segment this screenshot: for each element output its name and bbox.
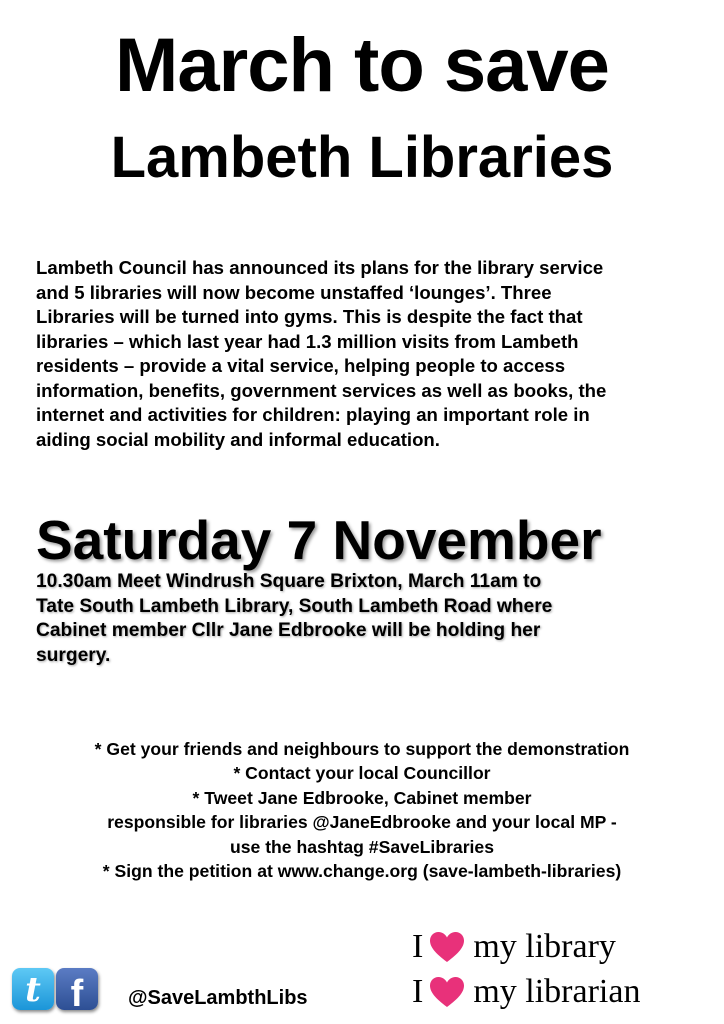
heart-icon [429,931,465,963]
action-item: * Tweet Jane Edbrooke, Cabinet member [192,787,532,808]
love-text: my library [473,928,616,965]
intro-line: Lambeth Council has announced its plans for the library service [36,257,604,278]
details-line: surgery. [36,644,111,666]
facebook-glyph: f [70,973,84,1010]
love-prefix: I [412,928,424,965]
details-line: Tate South Lambeth Library, South Lambeth Road where [36,595,553,617]
intro-paragraph [36,256,712,452]
details-line: Cabinet member Cllr Jane Edbrooke will be holding her [36,620,541,641]
event-date-heading: Saturday 7 November [36,509,602,571]
heart-icon [429,976,465,1008]
poster-title-line-2: Lambeth Libraries [110,125,614,190]
action-item: use the hashtag #SaveLibraries [229,836,495,857]
intro-line: Libraries will be turned into gyms. This is despite the fact that [36,306,583,327]
action-item: * Sign the petition at www.change.org (save-lambeth-libraries) [102,861,622,882]
social-icons [12,965,100,1013]
twitter-icon[interactable] [12,968,54,1010]
intro-line: residents – provide a vital service, helping people to access [36,355,566,376]
intro-line: information, benefits, government services as well as books, the [36,379,607,401]
twitter-handle[interactable]: @SaveLambthLibs [128,987,308,1009]
intro-line: internet and activities for children: playing an important role in [36,404,590,425]
intro-line: libraries – which last year had 1.3 million visits from Lambeth [36,330,579,352]
action-item: * Get your friends and neighbours to support the demonstration [94,739,630,759]
action-item: * Contact your local Councillor [233,763,491,784]
love-prefix: I [412,973,424,1010]
intro-line: aiding social mobility and informal education. [36,428,440,450]
poster-title-line-1: March to save [115,23,609,108]
love-line-librarian [412,972,712,1012]
action-item: responsible for libraries @JaneEdbrooke and your local MP - [107,812,617,833]
intro-line: and 5 libraries will now become unstaffed ‘lounges’. Three [36,281,552,303]
twitter-glyph: t [25,970,41,1010]
call-to-action-list [10,737,714,883]
facebook-icon[interactable] [56,968,98,1010]
details-line: 10.30am Meet Windrush Square Brixton, March 11am to [36,571,542,592]
event-details [36,570,712,668]
love-text: my librarian [473,973,641,1010]
love-line-library [412,927,712,967]
